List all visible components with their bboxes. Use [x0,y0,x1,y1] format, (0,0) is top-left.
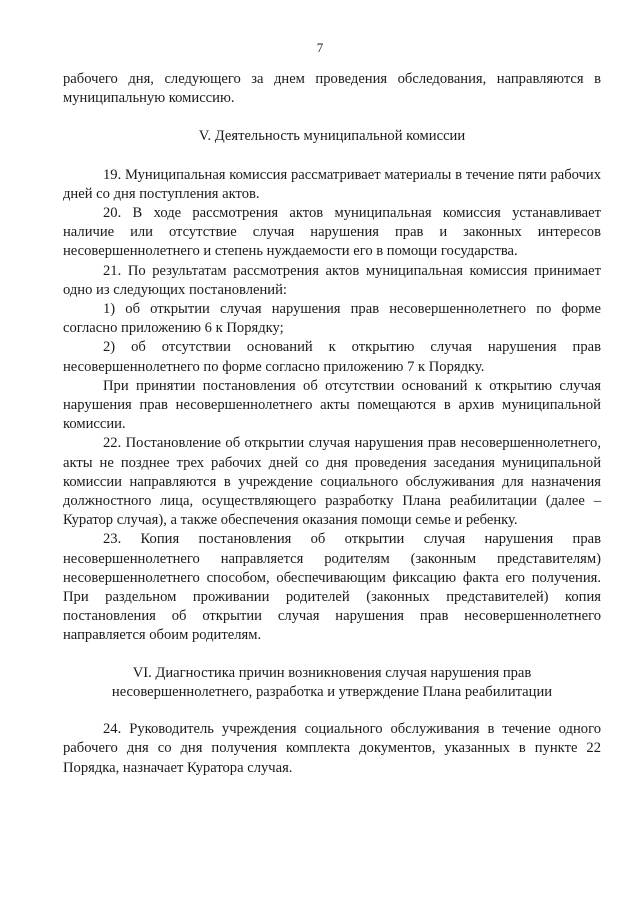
paragraph-21-note: При принятии постановления об отсутствии оснований к открытию случая нарушения прав несовершеннолетнего акты помещаются в архив муниципальной комиссии. [63,377,601,433]
document-body [63,70,601,778]
paragraph-22: 22. Постановление об открытии случая нарушения прав несовершеннолетнего, акты не позднее трех рабочих дней со дня проведения заседания муниципальной комиссии направляются в учреждение социального обслуживания для назначения должностного лица, осуществляющего разработку Плана реабилитации (далее – Куратор случая), а также обеспечения оказания помощи семье и ребенку. [63,435,601,529]
paragraph-continuation: рабочего дня, следующего за днем проведения обследования, направляются в муниципальную комиссию. [63,71,601,107]
section-heading-6: VI. Диагностика причин возникновения случая нарушения прав несовершеннолетнего, разработка и утверждение Плана реабилитации [111,664,553,700]
paragraph-19: 19. Муниципальная комиссия рассматривает материалы в течение пяти рабочих дней со дня поступления актов. [63,166,601,202]
paragraph-21-item-1: 1) об открытии случая нарушения прав несовершеннолетнего по форме согласно приложению 6 к Порядку; [63,301,601,337]
paragraph-21: 21. По результатам рассмотрения актов муниципальная комиссия принимает одно из следующих постановлений: [63,262,601,298]
section-heading-5: V. Деятельность муниципальной комиссии [198,128,466,145]
page-number: 7 [316,40,324,55]
paragraph-21-item-2: 2) об отсутствии оснований к открытию случая нарушения прав несовершеннолетнего по форме согласно приложению 7 к Порядку. [63,339,601,375]
paragraph-23: 23. Копия постановления об открытии случая нарушения прав несовершеннолетнего направляется родителям (законным представителям) несовершеннолетнего способом, обеспечивающим фиксацию факта его получения. При раздельном проживании родителей (законных представителей) копия постановления об открытии случая нарушения прав несовершеннолетнего направляется обоим родителям. [63,531,601,644]
paragraph-20: 20. В ходе рассмотрения актов муниципальная комиссия устанавливает наличие или отсутствие случая нарушения прав и законных интересов несовершеннолетнего и степень нуждаемости его в помощи государства. [63,205,601,260]
paragraph-24: 24. Руководитель учреждения социального обслуживания в течение одного рабочего дня со дня получения комплекта документов, указанных в пункте 22 Порядка, назначает Куратора случая. [63,721,601,776]
